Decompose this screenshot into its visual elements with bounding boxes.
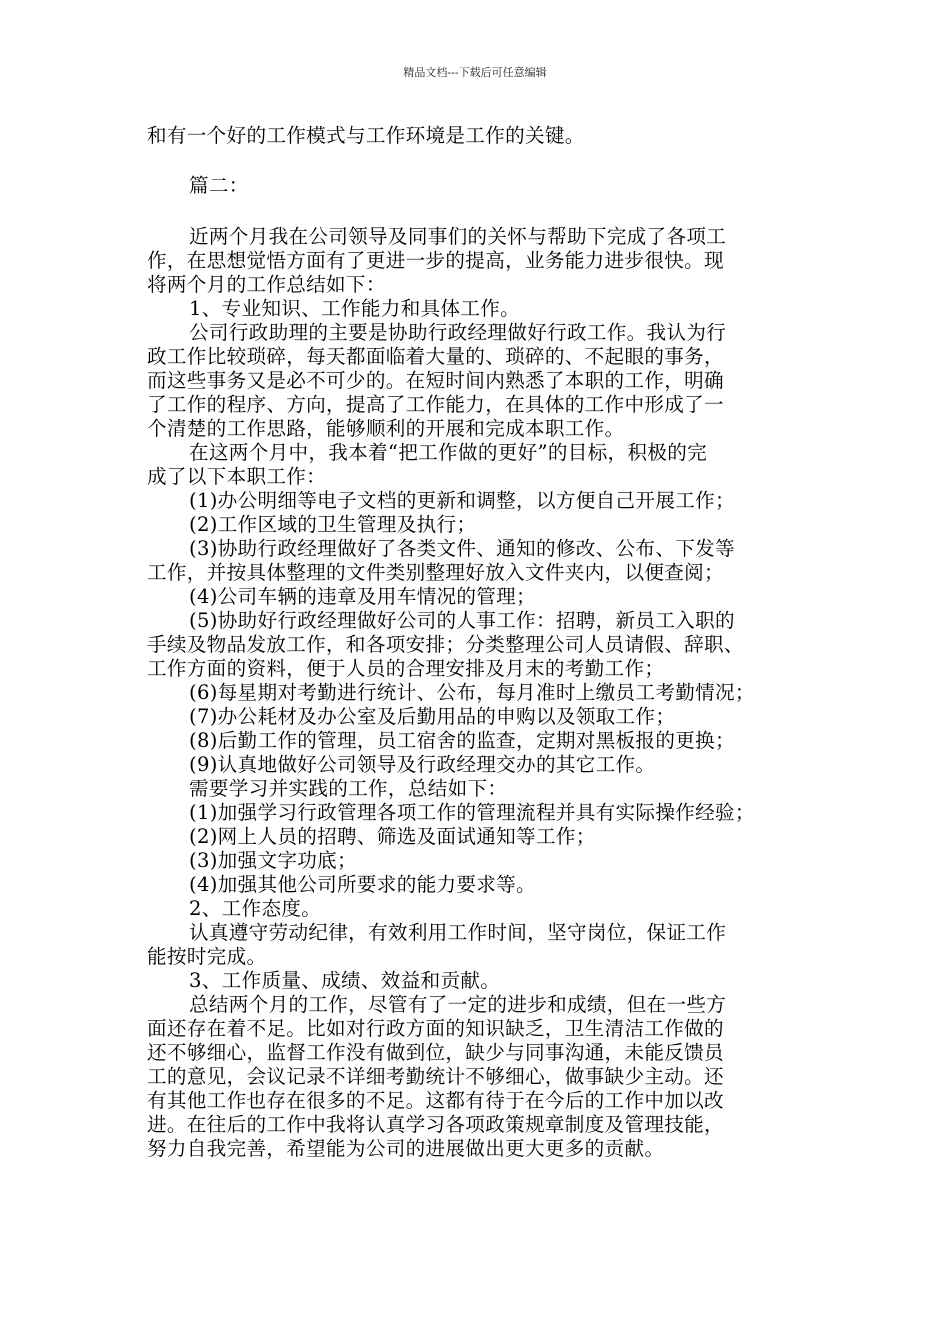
list-item: (2)网上人员的招聘、筛选及面试通知等工作； <box>189 825 596 848</box>
list-item: (3)协助行政经理做好了各类文件、通知的修改、公布、下发等 <box>189 537 735 560</box>
list-item: (9)认真地做好公司领导及行政经理交办的其它工作。 <box>189 753 656 776</box>
body-line: 3、工作质量、成绩、效益和贡献。 <box>189 969 501 992</box>
body-line: 作，在思想觉悟方面有了更进一步的提高，业务能力进步很快。现 <box>147 249 724 272</box>
body-line: 个清楚的工作思路，能够顺利的开展和完成本职工作。 <box>147 417 625 440</box>
body-line: 努力自我完善，希望能为公司的进展做出更大更多的贡献。 <box>147 1137 665 1160</box>
list-item: (8)后勤工作的管理，员工宿舍的监查，定期对黑板报的更换； <box>189 729 735 752</box>
body-line: 成了以下本职工作： <box>147 465 327 488</box>
page-header: 精品文档---下载后可任意编辑 <box>403 66 547 79</box>
list-item: (4)加强其他公司所要求的能力要求等。 <box>189 873 536 896</box>
body-line: 1、专业知识、工作能力和具体工作。 <box>189 297 521 320</box>
list-item: (4)公司车辆的违章及用车情况的管理； <box>189 585 536 608</box>
body-line: 能按时完成。 <box>147 945 267 968</box>
body-line: 面还存在着不足。比如对行政方面的知识缺乏，卫生清洁工作做的 <box>147 1017 724 1040</box>
body-line: 认真遵守劳动纪律，有效利用工作时间，坚守岗位，保证工作 <box>189 921 727 944</box>
body-line: 公司行政助理的主要是协助行政经理做好行政工作。我认为行 <box>189 321 727 344</box>
list-item: (5)协助好行政经理做好公司的人事工作：招聘，新员工入职的 <box>189 609 735 632</box>
body-line: 有其他工作也存在很多的不足。这都有待于在今后的工作中加以改 <box>147 1089 724 1112</box>
body-line: 手续及物品发放工作，和各项安排；分类整理公司人员请假、辞职、 <box>147 633 744 656</box>
body-line: 在这两个月中，我本着“把工作做的更好”的目标，积极的完 <box>189 441 707 464</box>
body-line: 总结两个月的工作，尽管有了一定的进步和成绩，但在一些方 <box>189 993 727 1016</box>
body-line: 和有一个好的工作模式与工作环境是工作的关键。 <box>147 124 585 147</box>
list-item: (2)工作区域的卫生管理及执行； <box>189 513 477 536</box>
body-line: 还不够细心，监督工作没有做到位，缺少与同事沟通，未能反馈员 <box>147 1041 724 1064</box>
body-line: 将两个月的工作总结如下： <box>147 273 386 296</box>
body-line: 工作方面的资料，便于人员的合理安排及月末的考勤工作； <box>147 657 665 680</box>
body-line: 工作，并按具体整理的文件类别整理好放入文件夹内，以便查阅； <box>147 561 724 584</box>
list-item: (1)办公明细等电子文档的更新和调整，以方便自己开展工作； <box>189 489 735 512</box>
list-item: (6)每星期对考勤进行统计、公布，每月准时上缴员工考勤情况； <box>189 681 755 704</box>
list-item: (1)加强学习行政管理各项工作的管理流程并具有实际操作经验； <box>189 801 755 824</box>
section-heading: 篇二： <box>189 174 249 197</box>
body-line: 进。在往后的工作中我将认真学习各项政策规章制度及管理技能， <box>147 1113 724 1136</box>
body-line: 近两个月我在公司领导及同事们的关怀与帮助下完成了各项工 <box>189 225 727 248</box>
body-line: 而这些事务又是必不可少的。在短时间内熟悉了本职的工作，明确 <box>147 369 724 392</box>
body-line: 了工作的程序、方向，提高了工作能力，在具体的工作中形成了一 <box>147 393 724 416</box>
body-line: 工的意见，会议记录不详细考勤统计不够细心，做事缺少主动。还 <box>147 1065 724 1088</box>
body-line: 需要学习并实践的工作，总结如下： <box>189 777 508 800</box>
body-line: 2、工作态度。 <box>189 897 322 920</box>
list-item: (7)办公耗材及办公室及后勤用品的申购以及领取工作； <box>189 705 676 728</box>
list-item: (3)加强文字功底； <box>189 849 357 872</box>
body-line: 政工作比较琐碎，每天都面临着大量的、琐碎的、不起眼的事务， <box>147 345 724 368</box>
